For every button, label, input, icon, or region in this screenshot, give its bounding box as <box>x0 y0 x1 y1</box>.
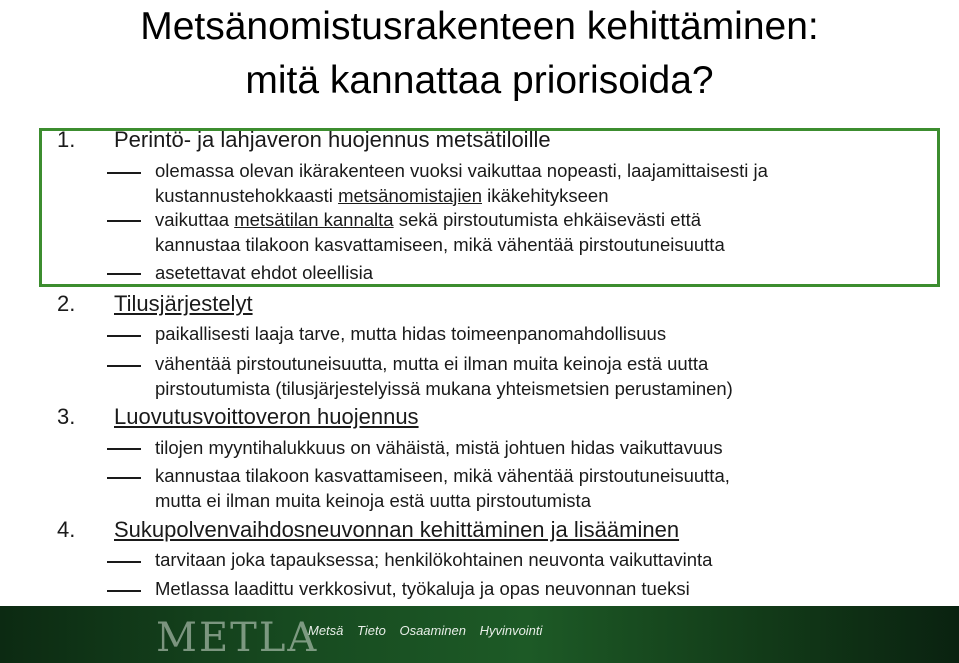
slide-title <box>0 0 959 108</box>
sub-item <box>155 352 733 401</box>
sub-line: paikallisesti laaja tarve, mutta hidas toimeenpanomahdollisuus <box>155 323 667 344</box>
sub-line: mutta ei ilman muita keinoja estä uutta pirstoutumista <box>155 489 591 511</box>
tagline-word: Metsä <box>308 623 344 638</box>
sub-line: kannustaa tilakoon kasvattamiseen, mikä vähentää pirstoutuneisuutta <box>155 233 725 255</box>
item-number: 1. <box>57 127 76 152</box>
title-line-2: mitä kannattaa priorisoida? <box>245 59 714 102</box>
sub-line: kannustaa tilakoon kasvattamiseen, mikä vähentää pirstoutuneisuutta, <box>155 465 730 486</box>
sub-line: tilojen myyntihalukkuus on vähäistä, mistä johtuen hidas vaikuttavuus <box>155 437 723 458</box>
sub-item <box>155 159 768 208</box>
item-number: 3. <box>57 404 76 429</box>
sub-item <box>155 436 723 461</box>
sub-line: kustannustehokkaasti metsänomistajien ikäkehitykseen <box>155 184 609 206</box>
sub-item <box>155 208 725 257</box>
sub-line: vaikuttaa metsätilan kannalta sekä pirstoutumista ehkäisevästi että <box>155 209 702 230</box>
sub-line: tarvitaan joka tapauksessa; henkilökohtainen neuvonta vaikuttavinta <box>155 549 713 570</box>
list-item-1 <box>57 126 551 154</box>
footer-tagline <box>308 623 552 638</box>
sub-item <box>155 577 690 602</box>
sub-line: asetettavat ehdot oleellisia <box>155 262 374 283</box>
tagline-word: Osaaminen <box>399 623 466 638</box>
sub-line: vähentää pirstoutuneisuutta, mutta ei ilman muita keinoja estä uutta <box>155 353 709 374</box>
item-number: 2. <box>57 291 76 316</box>
sub-line: Metlassa laadittu verkkosivut, työkaluja ja opas neuvonnan tueksi <box>155 578 690 599</box>
item-heading: Sukupolvenvaihdosneuvonnan kehittäminen ja lisääminen <box>114 517 680 542</box>
item-heading: Luovutusvoittoveron huojennus <box>114 404 419 429</box>
metla-logo: METLA <box>156 615 319 661</box>
sub-item <box>155 464 730 513</box>
tagline-word: Tieto <box>357 623 386 638</box>
dash-bullet <box>107 561 141 563</box>
dash-bullet <box>107 365 141 367</box>
list-item-4 <box>57 516 679 544</box>
dash-bullet <box>107 220 141 222</box>
sub-line: pirstoutumista (tilusjärjestelyissä mukana yhteismetsien perustaminen) <box>155 377 733 399</box>
sub-item <box>155 548 712 573</box>
dash-bullet <box>107 172 141 174</box>
sub-item <box>155 261 373 286</box>
list-item-3 <box>57 403 419 431</box>
sub-line: olemassa olevan ikärakenteen vuoksi vaikuttaa nopeasti, laajamittaisesti ja <box>155 160 768 181</box>
title-line-1: Metsänomistusrakenteen kehittäminen: <box>140 5 819 48</box>
list-item-2 <box>57 290 253 318</box>
sub-item <box>155 322 666 347</box>
item-heading: Tilusjärjestelyt <box>114 291 253 316</box>
item-heading: Perintö- ja lahjaveron huojennus metsätiloille <box>114 127 551 152</box>
dash-bullet <box>107 335 141 337</box>
tagline-word: Hyvinvointi <box>479 623 543 638</box>
dash-bullet <box>107 590 141 592</box>
dash-bullet <box>107 273 141 275</box>
dash-bullet <box>107 448 141 450</box>
dash-bullet <box>107 477 141 479</box>
item-number: 4. <box>57 517 76 542</box>
